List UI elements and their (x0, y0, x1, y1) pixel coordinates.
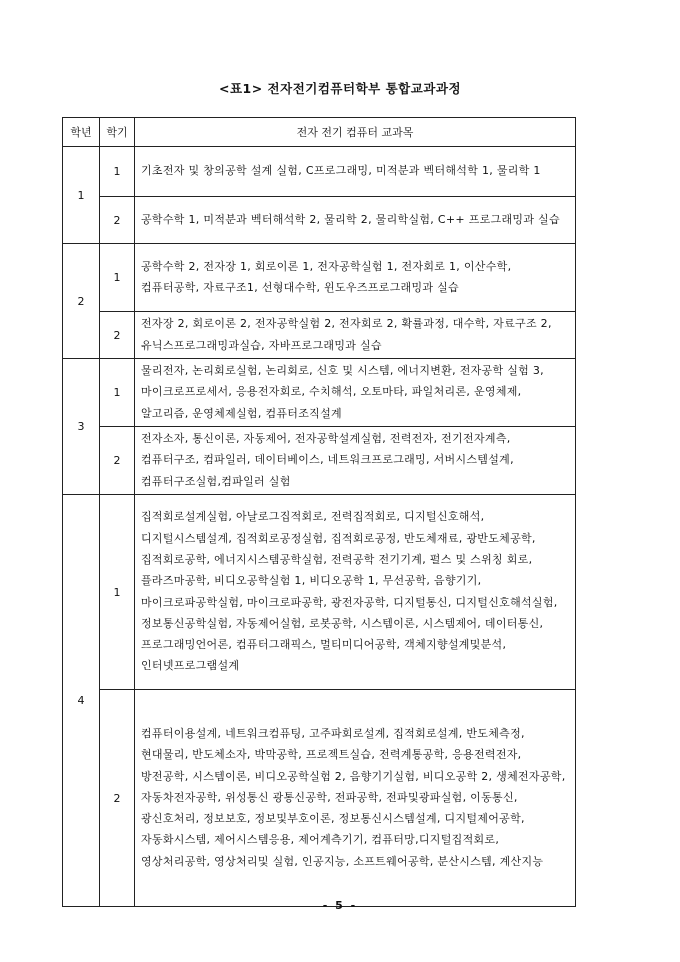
courses-cell: 집적회로설계실험, 아날로그집적회로, 전력집적회로, 디지털신호해석, 디지털시스템설계, 집적회로공정실험, 집적회로공정, 반도체재료, 광반도체공학, 집적회로공학, 에너지시스템공학실험, 전력공학 전기기계, 펄스 및 스위칭 회로, 플라즈마공학, 비디오공학실험 1, 비디오공학 1, 무선공학, 음향기기, 마이크로파공학실험, 마이크로파공학, 광전자공학, 디지털통신, 디지털신호해석실험, 정보통신공학실험, 자동제어실험, 로봇공학, 시스템이론, 시스템제어, 데이터통신, 프로그래밍언어론, 컴퓨터그래픽스, 멀티미디어공학, 객체지향설계및분석, 인터넷프로그램설계 (135, 495, 576, 690)
semester-cell: 1 (100, 147, 135, 197)
table-row (63, 359, 576, 427)
table-row (63, 244, 576, 312)
courses-cell: 기초전자 및 창의공학 설계 실험, C프로그래밍, 미적분과 벡터해석학 1, 물리학 1 (135, 147, 576, 197)
semester-cell: 1 (100, 244, 135, 312)
header-row (63, 118, 576, 147)
table-row (63, 197, 576, 244)
semester-cell: 1 (100, 359, 135, 427)
header-courses: 전자 전기 컴퓨터 교과목 (135, 118, 576, 147)
courses-cell: 공학수학 1, 미적분과 벡터해석학 2, 물리학 2, 물리학실험, C++ 프로그래밍과 실습 (135, 197, 576, 244)
year-cell: 3 (63, 359, 100, 495)
header-year: 학년 (63, 118, 100, 147)
courses-cell: 공학수학 2, 전자장 1, 회로이론 1, 전자공학실험 1, 전자회로 1, 이산수학, 컴퓨터공학, 자료구조1, 선형대수학, 윈도우즈프로그래밍과 실습 (135, 244, 576, 312)
table-row (63, 690, 576, 907)
table-row (63, 147, 576, 197)
courses-cell: 전자소자, 통신이론, 자동제어, 전자공학설계실험, 전력전자, 전기전자계측, 컴퓨터구조, 컴파일러, 데이터베이스, 네트워크프로그래밍, 서버시스템설계, 컴퓨터구조실험,컴파일러 실험 (135, 427, 576, 495)
semester-cell: 1 (100, 495, 135, 690)
semester-cell: 2 (100, 690, 135, 907)
semester-cell: 2 (100, 312, 135, 359)
year-cell: 1 (63, 147, 100, 244)
page-number: - 5 - (322, 899, 358, 912)
courses-cell: 컴퓨터이용설계, 네트워크컴퓨팅, 고주파회로설계, 집적회로설계, 반도체측정, 현대물리, 반도체소자, 박막공학, 프로젝트실습, 전력계통공학, 응용전력전자, 방전공학, 시스템이론, 비디오공학실험 2, 음향기기실험, 비디오공학 2, 생체전자공학, 자동차전자공학, 위성통신 광통신공학, 전파공학, 전파및광파실험, 이동통신, 광신호처리, 정보보호, 정보및부호이론, 정보통신시스템설계, 디지털제어공학, 자동화시스템, 제어시스템응용, 제어계측기기, 컴퓨터망,디지털집적회로, 영상처리공학, 영상처리및 실험, 인공지능, 소프트웨어공학, 분산시스템, 계산지능 (135, 690, 576, 907)
year-cell: 2 (63, 244, 100, 359)
year-cell: 4 (63, 495, 100, 907)
table-row (63, 495, 576, 690)
table-row (63, 312, 576, 359)
table-row (63, 427, 576, 495)
semester-cell: 2 (100, 197, 135, 244)
semester-cell: 2 (100, 427, 135, 495)
courses-cell: 물리전자, 논리회로실험, 논리회로, 신호 및 시스템, 에너지변환, 전자공학 실험 3, 마이크로프로세서, 응용전자회로, 수치해석, 오토마타, 파일처리론, 운영체제, 알고리즘, 운영체제실험, 컴퓨터조직설계 (135, 359, 576, 427)
header-semester: 학기 (100, 118, 135, 147)
curriculum-table (62, 117, 576, 907)
table-caption: <표1> 전자전기컴퓨터학부 통합교과과정 (218, 81, 462, 96)
courses-cell: 전자장 2, 회로이론 2, 전자공학실험 2, 전자회로 2, 확률과정, 대수학, 자료구조 2, 유닉스프로그래밍과실습, 자바프로그래밍과 실습 (135, 312, 576, 359)
